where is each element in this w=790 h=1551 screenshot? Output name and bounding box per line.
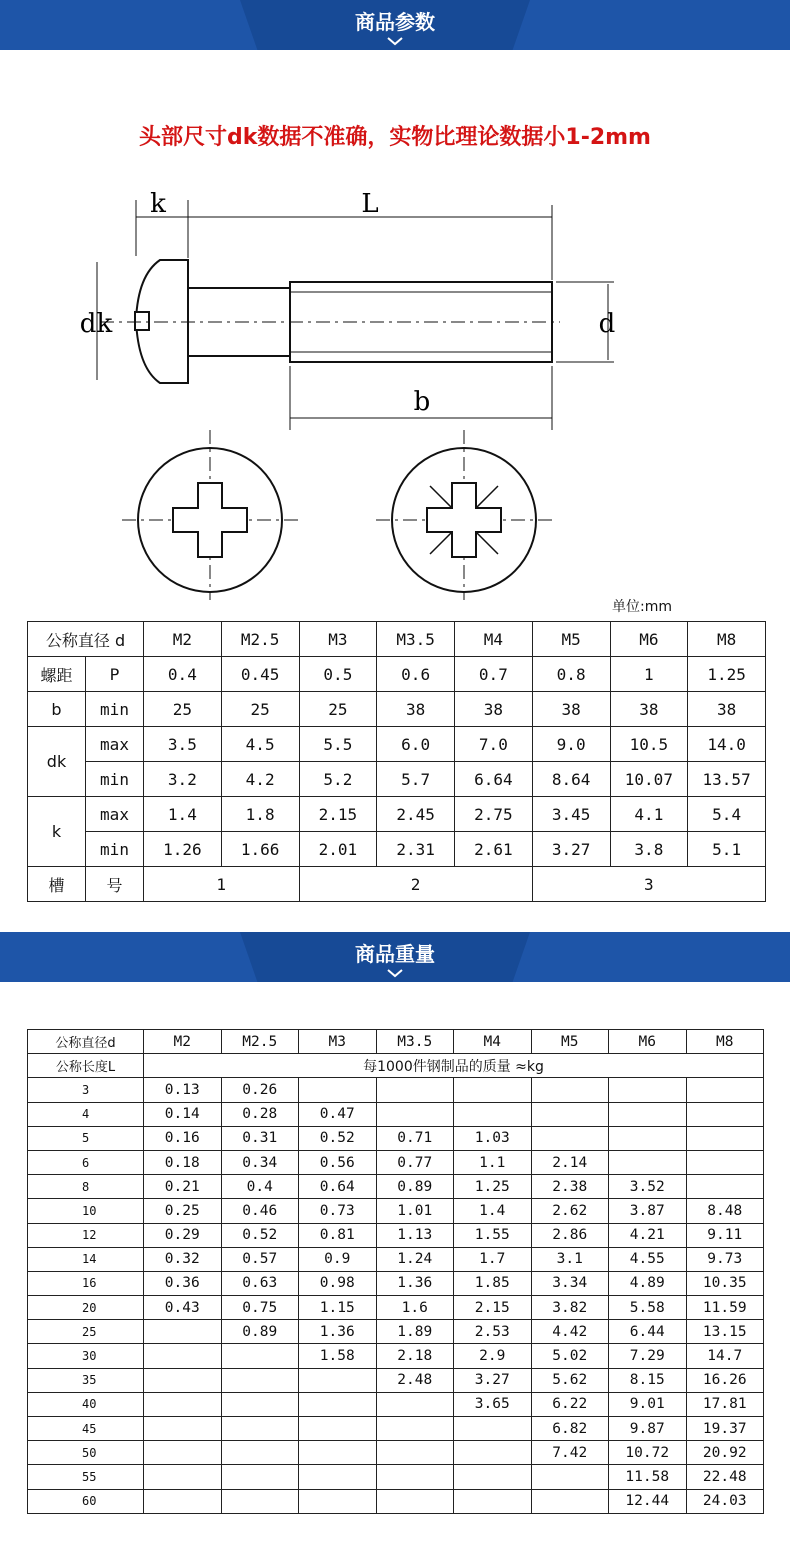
table-row bbox=[28, 1102, 764, 1126]
size-cell: M6 bbox=[609, 1030, 687, 1054]
length-cell: 5 bbox=[28, 1126, 144, 1150]
spec-table bbox=[27, 621, 766, 902]
weight-cell: 2.53 bbox=[454, 1320, 532, 1344]
value-cell: 1.66 bbox=[221, 832, 299, 867]
value-cell: 3.8 bbox=[610, 832, 688, 867]
table-row bbox=[28, 1175, 764, 1199]
value-cell: 5.5 bbox=[299, 727, 377, 762]
weight-cell: 12.44 bbox=[609, 1489, 687, 1513]
size-cell: M2 bbox=[144, 622, 222, 657]
length-cell: 6 bbox=[28, 1150, 144, 1174]
weight-cell bbox=[144, 1489, 222, 1513]
unit-label: 单位:mm bbox=[612, 599, 672, 615]
weight-cell: 3.1 bbox=[531, 1247, 609, 1271]
section-banner-weight bbox=[0, 932, 790, 982]
table-row bbox=[28, 832, 766, 867]
value-cell: 38 bbox=[688, 692, 766, 727]
pitch-label: 螺距 bbox=[28, 657, 86, 692]
weight-cell bbox=[531, 1126, 609, 1150]
weight-cell bbox=[299, 1489, 377, 1513]
table-row bbox=[28, 692, 766, 727]
pozidriv-head-view bbox=[376, 430, 552, 600]
size-cell: M8 bbox=[688, 622, 766, 657]
value-cell: 25 bbox=[299, 692, 377, 727]
table-row bbox=[28, 1150, 764, 1174]
value-cell: 1 bbox=[610, 657, 688, 692]
weight-cell: 0.75 bbox=[221, 1296, 299, 1320]
table-row bbox=[28, 657, 766, 692]
weight-cell: 2.15 bbox=[454, 1296, 532, 1320]
weight-cell: 0.98 bbox=[299, 1271, 377, 1295]
weight-cell bbox=[376, 1417, 454, 1441]
weight-cell: 1.58 bbox=[299, 1344, 377, 1368]
weight-cell bbox=[299, 1368, 377, 1392]
size-cell: M3 bbox=[299, 622, 377, 657]
slot-number: 3 bbox=[532, 867, 765, 902]
weight-cell: 1.85 bbox=[454, 1271, 532, 1295]
table-row bbox=[28, 1030, 764, 1054]
weight-cell: 0.52 bbox=[299, 1126, 377, 1150]
weight-cell bbox=[221, 1368, 299, 1392]
weight-cell bbox=[144, 1465, 222, 1489]
weight-cell: 0.26 bbox=[221, 1078, 299, 1102]
weight-cell: 0.9 bbox=[299, 1247, 377, 1271]
length-cell: 35 bbox=[28, 1368, 144, 1392]
weight-cell: 9.11 bbox=[686, 1223, 764, 1247]
weight-cell: 20.92 bbox=[686, 1441, 764, 1465]
weight-cell: 0.21 bbox=[144, 1175, 222, 1199]
weight-cell: 7.42 bbox=[531, 1441, 609, 1465]
weight-cell bbox=[609, 1102, 687, 1126]
length-cell: 12 bbox=[28, 1223, 144, 1247]
weight-cell bbox=[686, 1126, 764, 1150]
k-label: k bbox=[28, 797, 86, 867]
table-row bbox=[28, 1078, 764, 1102]
weight-cell: 4.21 bbox=[609, 1223, 687, 1247]
table-row bbox=[28, 1296, 764, 1320]
weight-cell: 3.65 bbox=[454, 1392, 532, 1416]
weight-cell: 1.25 bbox=[454, 1175, 532, 1199]
weight-cell: 5.58 bbox=[609, 1296, 687, 1320]
weight-cell bbox=[299, 1392, 377, 1416]
value-cell: 13.57 bbox=[688, 762, 766, 797]
weight-cell: 10.35 bbox=[686, 1271, 764, 1295]
length-cell: 60 bbox=[28, 1489, 144, 1513]
weight-cell: 9.87 bbox=[609, 1417, 687, 1441]
size-cell: M4 bbox=[454, 1030, 532, 1054]
value-cell: 8.64 bbox=[532, 762, 610, 797]
weight-cell bbox=[686, 1102, 764, 1126]
weight-cell: 8.48 bbox=[686, 1199, 764, 1223]
weight-cell: 0.14 bbox=[144, 1102, 222, 1126]
table-row bbox=[28, 762, 766, 797]
weight-cell: 3.82 bbox=[531, 1296, 609, 1320]
length-cell: 50 bbox=[28, 1441, 144, 1465]
length-cell: 16 bbox=[28, 1271, 144, 1295]
weight-cell bbox=[144, 1368, 222, 1392]
table-row bbox=[28, 1368, 764, 1392]
weight-cell bbox=[144, 1344, 222, 1368]
length-label: 公称长度L bbox=[28, 1054, 144, 1078]
value-cell: 4.2 bbox=[221, 762, 299, 797]
label-L: L bbox=[361, 189, 379, 219]
weight-cell: 2.48 bbox=[376, 1368, 454, 1392]
weight-cell: 1.89 bbox=[376, 1320, 454, 1344]
weight-cell: 0.56 bbox=[299, 1150, 377, 1174]
weight-cell bbox=[221, 1441, 299, 1465]
weight-cell bbox=[376, 1465, 454, 1489]
value-cell: 2.31 bbox=[377, 832, 455, 867]
value-cell: 10.07 bbox=[610, 762, 688, 797]
value-cell: 4.1 bbox=[610, 797, 688, 832]
slot-label-1: 槽 bbox=[28, 867, 86, 902]
weight-cell: 0.89 bbox=[221, 1320, 299, 1344]
length-cell: 45 bbox=[28, 1417, 144, 1441]
value-cell: 5.1 bbox=[688, 832, 766, 867]
value-cell: 14.0 bbox=[688, 727, 766, 762]
weight-cell bbox=[144, 1417, 222, 1441]
value-cell: 2.61 bbox=[455, 832, 533, 867]
table-row bbox=[28, 1223, 764, 1247]
weight-cell bbox=[376, 1102, 454, 1126]
weight-cell: 2.14 bbox=[531, 1150, 609, 1174]
table-row bbox=[28, 1441, 764, 1465]
value-cell: 1.8 bbox=[221, 797, 299, 832]
weight-cell: 0.77 bbox=[376, 1150, 454, 1174]
value-cell: 0.45 bbox=[221, 657, 299, 692]
weight-cell: 0.81 bbox=[299, 1223, 377, 1247]
length-cell: 14 bbox=[28, 1247, 144, 1271]
weight-cell: 5.62 bbox=[531, 1368, 609, 1392]
weight-cell: 0.46 bbox=[221, 1199, 299, 1223]
label-b: b bbox=[413, 387, 431, 417]
weight-cell: 0.63 bbox=[221, 1271, 299, 1295]
b-sub-label: min bbox=[86, 692, 144, 727]
weight-cell: 11.59 bbox=[686, 1296, 764, 1320]
weight-cell bbox=[376, 1489, 454, 1513]
weight-cell: 3.87 bbox=[609, 1199, 687, 1223]
weight-cell bbox=[686, 1078, 764, 1102]
table-row bbox=[28, 622, 766, 657]
weight-cell: 0.25 bbox=[144, 1199, 222, 1223]
value-cell: 6.64 bbox=[455, 762, 533, 797]
table-row bbox=[28, 1126, 764, 1150]
weight-cell: 6.82 bbox=[531, 1417, 609, 1441]
weight-cell: 1.24 bbox=[376, 1247, 454, 1271]
weight-cell: 3.27 bbox=[454, 1368, 532, 1392]
weight-cell: 1.4 bbox=[454, 1199, 532, 1223]
section-banner-params bbox=[0, 0, 790, 50]
weight-cell: 1.13 bbox=[376, 1223, 454, 1247]
weight-cell bbox=[454, 1465, 532, 1489]
pitch-symbol: P bbox=[86, 657, 144, 692]
size-cell: M5 bbox=[531, 1030, 609, 1054]
value-cell: 6.0 bbox=[377, 727, 455, 762]
weight-cell: 0.43 bbox=[144, 1296, 222, 1320]
weight-cell: 1.01 bbox=[376, 1199, 454, 1223]
table-row bbox=[28, 727, 766, 762]
mass-caption: 每1000件钢制品的质量 ≈kg bbox=[144, 1054, 764, 1078]
weight-cell: 17.81 bbox=[686, 1392, 764, 1416]
weight-cell bbox=[144, 1392, 222, 1416]
weight-cell bbox=[609, 1126, 687, 1150]
value-cell: 3.45 bbox=[532, 797, 610, 832]
weight-cell: 19.37 bbox=[686, 1417, 764, 1441]
weight-cell: 2.9 bbox=[454, 1344, 532, 1368]
b-label: b bbox=[28, 692, 86, 727]
table-row bbox=[28, 1392, 764, 1416]
value-cell: 4.5 bbox=[221, 727, 299, 762]
table-row bbox=[28, 1489, 764, 1513]
value-cell: 5.2 bbox=[299, 762, 377, 797]
value-cell: 0.4 bbox=[144, 657, 222, 692]
chevron-down-icon bbox=[383, 36, 407, 46]
value-cell: 3.5 bbox=[144, 727, 222, 762]
weight-cell: 0.52 bbox=[221, 1223, 299, 1247]
table-row bbox=[28, 1320, 764, 1344]
length-cell: 4 bbox=[28, 1102, 144, 1126]
weight-cell: 1.36 bbox=[299, 1320, 377, 1344]
weight-cell bbox=[221, 1344, 299, 1368]
value-cell: 0.6 bbox=[377, 657, 455, 692]
weight-cell: 5.02 bbox=[531, 1344, 609, 1368]
table-row bbox=[28, 1199, 764, 1223]
weight-cell bbox=[144, 1441, 222, 1465]
weight-cell bbox=[299, 1465, 377, 1489]
weight-cell bbox=[299, 1441, 377, 1465]
length-cell: 25 bbox=[28, 1320, 144, 1344]
value-cell: 2.01 bbox=[299, 832, 377, 867]
weight-cell: 6.22 bbox=[531, 1392, 609, 1416]
weight-cell: 3.52 bbox=[609, 1175, 687, 1199]
label-dk: dk bbox=[79, 309, 113, 339]
table-row bbox=[28, 1271, 764, 1295]
size-cell: M2 bbox=[144, 1030, 222, 1054]
size-cell: M2.5 bbox=[221, 622, 299, 657]
weight-cell: 0.31 bbox=[221, 1126, 299, 1150]
weight-cell: 0.4 bbox=[221, 1175, 299, 1199]
weight-cell: 24.03 bbox=[686, 1489, 764, 1513]
size-cell: M3.5 bbox=[376, 1030, 454, 1054]
weight-cell: 1.36 bbox=[376, 1271, 454, 1295]
size-cell: M2.5 bbox=[221, 1030, 299, 1054]
weight-cell: 2.38 bbox=[531, 1175, 609, 1199]
weight-cell: 0.34 bbox=[221, 1150, 299, 1174]
weight-cell: 0.73 bbox=[299, 1199, 377, 1223]
weight-cell bbox=[531, 1465, 609, 1489]
table-row bbox=[28, 1247, 764, 1271]
weight-cell bbox=[531, 1489, 609, 1513]
table-row bbox=[28, 1344, 764, 1368]
table-row bbox=[28, 1465, 764, 1489]
weight-cell: 1.15 bbox=[299, 1296, 377, 1320]
header-label: 公称直径 d bbox=[28, 622, 144, 657]
weight-cell: 0.18 bbox=[144, 1150, 222, 1174]
screw-drawing bbox=[0, 180, 790, 600]
weight-cell: 10.72 bbox=[609, 1441, 687, 1465]
chevron-down-icon bbox=[383, 968, 407, 978]
value-cell: 10.5 bbox=[610, 727, 688, 762]
weight-cell: 0.16 bbox=[144, 1126, 222, 1150]
weight-cell: 22.48 bbox=[686, 1465, 764, 1489]
value-cell: 1.25 bbox=[688, 657, 766, 692]
label-k: k bbox=[150, 189, 166, 219]
length-cell: 30 bbox=[28, 1344, 144, 1368]
length-cell: 20 bbox=[28, 1296, 144, 1320]
weight-cell bbox=[299, 1078, 377, 1102]
weight-cell bbox=[686, 1175, 764, 1199]
weight-cell bbox=[686, 1150, 764, 1174]
value-cell: 2.15 bbox=[299, 797, 377, 832]
weight-cell bbox=[221, 1489, 299, 1513]
size-cell: M6 bbox=[610, 622, 688, 657]
side-view bbox=[97, 200, 614, 430]
length-cell: 3 bbox=[28, 1078, 144, 1102]
label-d: d bbox=[598, 309, 616, 339]
weight-cell: 4.42 bbox=[531, 1320, 609, 1344]
weight-cell: 11.58 bbox=[609, 1465, 687, 1489]
weight-cell: 13.15 bbox=[686, 1320, 764, 1344]
value-cell: 38 bbox=[610, 692, 688, 727]
weight-cell: 0.57 bbox=[221, 1247, 299, 1271]
value-cell: 0.8 bbox=[532, 657, 610, 692]
weight-cell bbox=[531, 1102, 609, 1126]
value-cell: 1.26 bbox=[144, 832, 222, 867]
weight-cell: 0.89 bbox=[376, 1175, 454, 1199]
weight-cell bbox=[299, 1417, 377, 1441]
min-label: min bbox=[86, 762, 144, 797]
value-cell: 9.0 bbox=[532, 727, 610, 762]
weight-cell: 1.6 bbox=[376, 1296, 454, 1320]
value-cell: 1.4 bbox=[144, 797, 222, 832]
table-row bbox=[28, 867, 766, 902]
weight-cell: 0.28 bbox=[221, 1102, 299, 1126]
warning-note: 头部尺寸dk数据不准确，实物比理论数据小1-2mm bbox=[139, 125, 651, 150]
header-label: 公称直径d bbox=[28, 1030, 144, 1054]
value-cell: 38 bbox=[455, 692, 533, 727]
value-cell: 7.0 bbox=[455, 727, 533, 762]
weight-cell bbox=[221, 1392, 299, 1416]
size-cell: M8 bbox=[686, 1030, 764, 1054]
weight-cell: 1.55 bbox=[454, 1223, 532, 1247]
value-cell: 38 bbox=[377, 692, 455, 727]
weight-cell bbox=[376, 1441, 454, 1465]
weight-cell: 4.89 bbox=[609, 1271, 687, 1295]
slot-number: 2 bbox=[299, 867, 532, 902]
weight-cell: 6.44 bbox=[609, 1320, 687, 1344]
weight-cell: 16.26 bbox=[686, 1368, 764, 1392]
size-cell: M3.5 bbox=[377, 622, 455, 657]
weight-cell: 0.71 bbox=[376, 1126, 454, 1150]
weight-cell: 0.36 bbox=[144, 1271, 222, 1295]
weight-cell: 2.18 bbox=[376, 1344, 454, 1368]
table-row bbox=[28, 797, 766, 832]
weight-cell: 0.47 bbox=[299, 1102, 377, 1126]
value-cell: 3.27 bbox=[532, 832, 610, 867]
weight-cell: 4.55 bbox=[609, 1247, 687, 1271]
weight-cell: 0.64 bbox=[299, 1175, 377, 1199]
phillips-head-view bbox=[122, 430, 298, 600]
value-cell: 38 bbox=[532, 692, 610, 727]
weight-cell bbox=[144, 1320, 222, 1344]
weight-cell: 8.15 bbox=[609, 1368, 687, 1392]
weight-cell bbox=[454, 1102, 532, 1126]
max-label: max bbox=[86, 797, 144, 832]
weight-cell: 2.62 bbox=[531, 1199, 609, 1223]
value-cell: 5.7 bbox=[377, 762, 455, 797]
weight-table bbox=[27, 1029, 764, 1514]
slot-label-2: 号 bbox=[86, 867, 144, 902]
max-label: max bbox=[86, 727, 144, 762]
weight-cell bbox=[454, 1417, 532, 1441]
weight-cell: 14.7 bbox=[686, 1344, 764, 1368]
weight-cell: 1.7 bbox=[454, 1247, 532, 1271]
weight-cell: 7.29 bbox=[609, 1344, 687, 1368]
weight-cell bbox=[531, 1078, 609, 1102]
weight-cell bbox=[221, 1417, 299, 1441]
weight-cell: 0.32 bbox=[144, 1247, 222, 1271]
section-title-weight: 商品重量 bbox=[355, 942, 435, 966]
min-label: min bbox=[86, 832, 144, 867]
weight-cell bbox=[609, 1078, 687, 1102]
section-title-params: 商品参数 bbox=[355, 10, 435, 34]
dk-label: dk bbox=[28, 727, 86, 797]
weight-cell: 9.01 bbox=[609, 1392, 687, 1416]
size-cell: M5 bbox=[532, 622, 610, 657]
size-cell: M3 bbox=[299, 1030, 377, 1054]
weight-cell bbox=[376, 1392, 454, 1416]
weight-cell bbox=[376, 1078, 454, 1102]
table-row bbox=[28, 1417, 764, 1441]
weight-cell bbox=[454, 1441, 532, 1465]
value-cell: 25 bbox=[221, 692, 299, 727]
value-cell: 25 bbox=[144, 692, 222, 727]
weight-cell: 3.34 bbox=[531, 1271, 609, 1295]
value-cell: 0.5 bbox=[299, 657, 377, 692]
weight-cell bbox=[609, 1150, 687, 1174]
value-cell: 3.2 bbox=[144, 762, 222, 797]
table-row bbox=[28, 1054, 764, 1078]
weight-cell: 2.86 bbox=[531, 1223, 609, 1247]
weight-cell bbox=[454, 1489, 532, 1513]
value-cell: 2.45 bbox=[377, 797, 455, 832]
value-cell: 2.75 bbox=[455, 797, 533, 832]
length-cell: 40 bbox=[28, 1392, 144, 1416]
weight-cell: 1.03 bbox=[454, 1126, 532, 1150]
weight-cell bbox=[454, 1078, 532, 1102]
value-cell: 5.4 bbox=[688, 797, 766, 832]
length-cell: 55 bbox=[28, 1465, 144, 1489]
weight-cell: 9.73 bbox=[686, 1247, 764, 1271]
weight-cell bbox=[221, 1465, 299, 1489]
weight-cell: 1.1 bbox=[454, 1150, 532, 1174]
slot-number: 1 bbox=[144, 867, 300, 902]
length-cell: 10 bbox=[28, 1199, 144, 1223]
weight-cell: 0.29 bbox=[144, 1223, 222, 1247]
length-cell: 8 bbox=[28, 1175, 144, 1199]
weight-cell: 0.13 bbox=[144, 1078, 222, 1102]
value-cell: 0.7 bbox=[455, 657, 533, 692]
size-cell: M4 bbox=[455, 622, 533, 657]
